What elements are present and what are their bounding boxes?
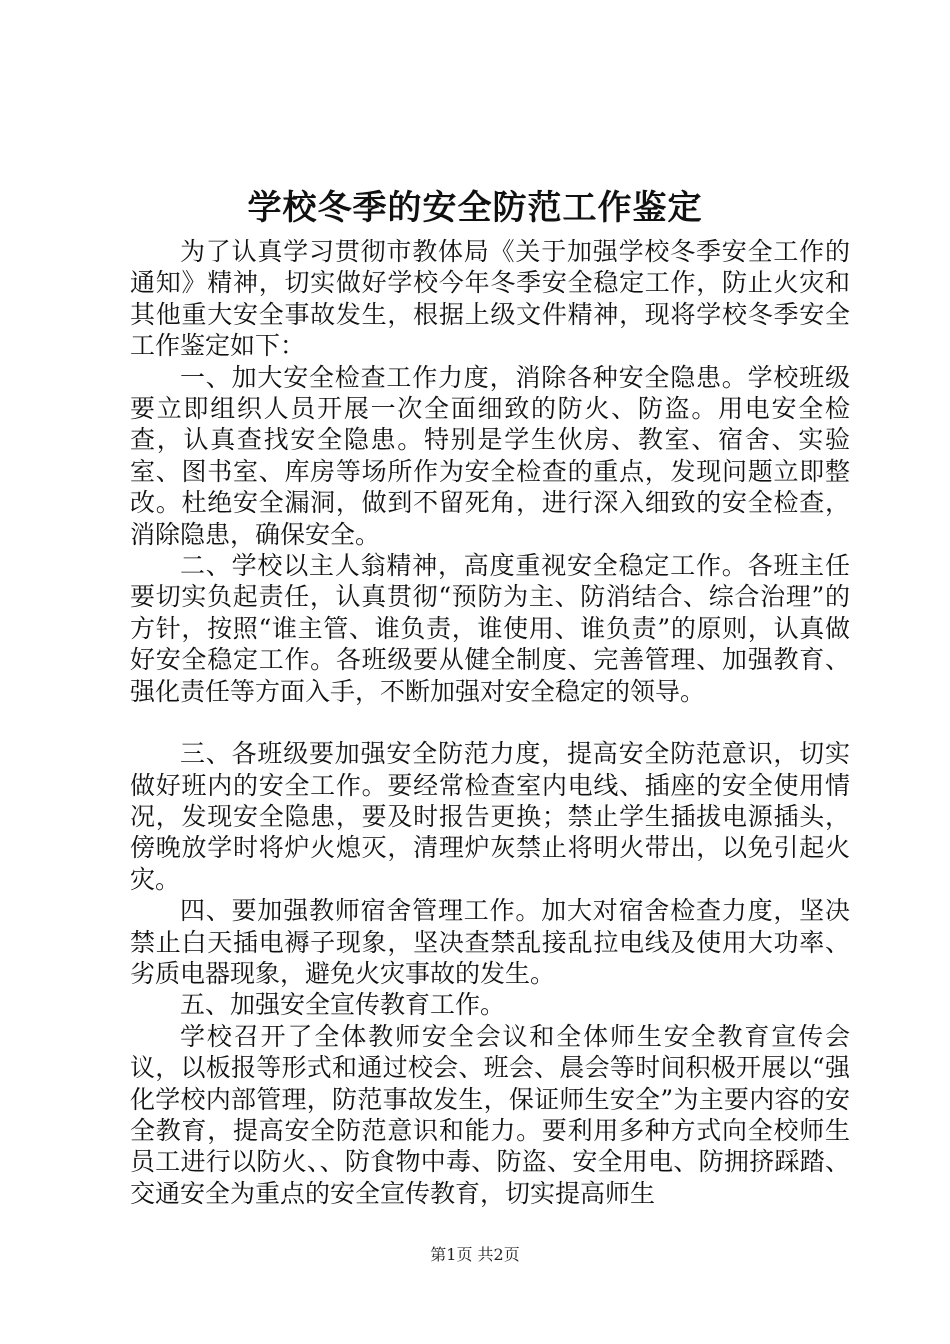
paragraph-item-5-detail: 学校召开了全体教师安全会议和全体师生安全教育宣传会议，以板报等形式和通过校会、班会、晨会等时间积极开展以“强化学校内部管理，防范事故发生，保证师生安全”为主要内容的安全教育，提高安全防范意识和能力。要利用多种方式向全校师生员工进行以防火、、防食物中毒、防盗、安全用电、防拥挤踩踏、交通安全为重点的安全宣传教育，切实提高师生	[130, 1021, 850, 1208]
paragraph-item-1: 一、加大安全检查工作力度，消除各种安全隐患。学校班级要立即组织人员开展一次全面细致的防火、防盗。用电安全检查，认真查找安全隐患。特别是学生伙房、教室、宿舍、实验室、图书室、库房等场所作为安全检查的重点，发现问题立即整改。杜绝安全漏洞，做到不留死角，进行深入细致的安全检查，消除隐患，确保安全。	[130, 362, 850, 549]
paragraph-intro: 为了认真学习贯彻市教体局《关于加强学校冬季安全工作的通知》精神，切实做好学校今年冬季安全稳定工作，防止火灾和其他重大安全事故发生，根据上级文件精神，现将学校冬季安全工作鉴定如下：	[130, 237, 850, 361]
page-number-footer: 第1页 共2页	[430, 1245, 520, 1264]
document-body	[130, 236, 850, 1209]
paragraph-item-5: 五、加强安全宣传教育工作。	[180, 990, 506, 1020]
paragraph-item-4: 四、要加强教师宿舍管理工作。加大对宿舍检查力度，坚决禁止白天插电褥子现象，坚决查禁乱接乱拉电线及使用大功率、劣质电器现象，避免火灾事故的发生。	[130, 896, 850, 988]
paragraph-item-3: 三、各班级要加强安全防范力度，提高安全防范意识，切实做好班内的安全工作。要经常检查室内电线、插座的安全使用情况，发现安全隐患，要及时报告更换；禁止学生插拔电源插头，傍晚放学时将炉火熄灭，清理炉灰禁止将明火带出，以免引起火灾。	[130, 739, 850, 894]
paragraph-item-2: 二、学校以主人翁精神，高度重视安全稳定工作。各班主任要切实负起责任，认真贯彻“预防为主、防消结合、综合治理”的方针，按照“谁主管、谁负责，谁使用、谁负责”的原则，认真做好安全稳定工作。各班级要从健全制度、完善管理、加强教育、强化责任等方面入手，不断加强对安全稳定的领导。	[130, 551, 850, 706]
document-title: 学校冬季的安全防范工作鉴定	[247, 188, 703, 228]
